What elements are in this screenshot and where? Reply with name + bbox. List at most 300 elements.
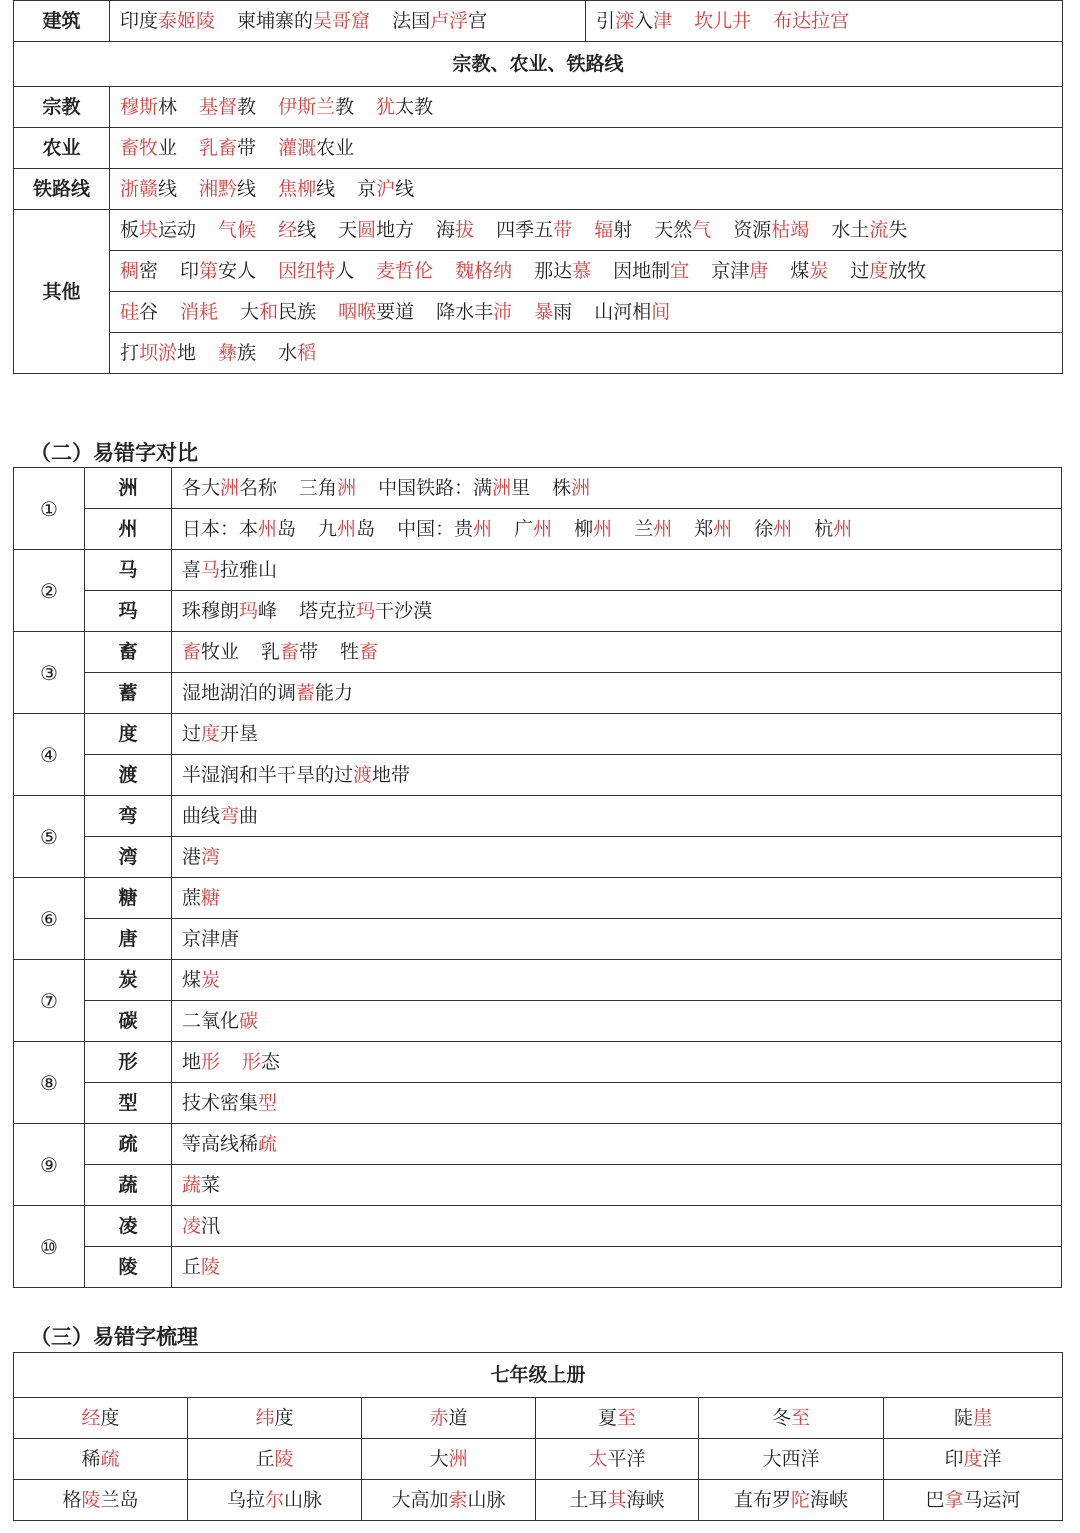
term-text: 乌拉 [226,1489,265,1511]
term-text: 天 [338,219,358,241]
term-text: 地 [177,342,197,364]
table-row [14,1165,1062,1206]
example-words [172,468,1062,509]
term-text: 技术密集 [182,1092,259,1114]
term-text: 九 [318,518,338,540]
confusable-char: 玛 [85,591,172,632]
highlighted-char: 洲 [337,477,357,499]
example-words [172,714,1062,755]
highlighted-char: 蔬 [182,1174,202,1196]
term-text: 运动 [158,219,197,241]
term-text: 中国铁路：满 [378,477,493,499]
term-text: 民族 [278,301,317,323]
term-text: 柬埔寨的 [237,10,314,32]
highlighted-char: 渡 [353,764,373,786]
term [436,292,512,332]
highlighted-char: 索 [448,1489,468,1511]
highlighted-char: 坝淤 [139,342,178,364]
term [242,1042,280,1082]
highlighted-char: 州 [473,518,493,540]
pair-number: ④ [14,714,85,796]
table-row [14,714,1062,755]
highlighted-char: 消耗 [180,301,219,323]
highlighted-char: 卢浮 [430,10,469,32]
term [429,1439,467,1479]
term-text: 半湿润和半干旱的过 [182,764,354,786]
term [754,509,792,549]
vocab-cell [362,1439,536,1480]
term [182,1001,258,1041]
term [338,292,414,332]
term [734,1480,848,1520]
example-words [172,1083,1062,1124]
highlighted-char: 滦 [615,10,635,32]
term [338,210,414,250]
confusable-char: 型 [85,1083,172,1124]
term [376,251,433,291]
term-text: 菜 [201,1174,221,1196]
term [429,1398,467,1438]
section-header: 宗教、农业、铁路线 [14,42,1063,87]
term [182,878,220,918]
term [182,755,410,795]
table-row [14,468,1062,509]
term [120,87,177,127]
term [182,1042,220,1082]
table-row [14,1083,1062,1124]
term-text: 线 [158,178,178,200]
building-content [110,1,586,42]
table-row [14,960,1062,1001]
term [182,1206,220,1246]
vocab-cell [188,1480,362,1521]
term-text: 大 [240,301,260,323]
term-text: 京津唐 [182,928,240,950]
example-words [172,591,1062,632]
term [594,210,632,250]
vocab-cell [14,1439,188,1480]
pair-number: ⑦ [14,960,85,1042]
term-text: 大 [429,1448,449,1470]
term-text: 名称 [239,477,278,499]
term-text: 山脉 [284,1489,323,1511]
term-text: 拉雅山 [220,559,278,581]
highlighted-char: 陵 [201,1256,221,1278]
term [120,169,177,209]
table-row [14,1206,1062,1247]
term-text: 带 [299,641,319,663]
term-text: 土耳 [569,1489,608,1511]
highlighted-char: 彝 [218,342,238,364]
term-text: 里 [511,477,531,499]
highlighted-char: 疏 [258,1133,278,1155]
term [534,251,591,291]
confusable-char: 炭 [85,960,172,1001]
term-text: 喜 [182,559,202,581]
example-words [172,960,1062,1001]
term [240,292,316,332]
term [634,509,672,549]
highlighted-char: 乳畜 [199,137,238,159]
term-text: 格 [62,1489,82,1511]
term-text: 过 [182,723,202,745]
term [278,128,354,168]
term-text: 印度 [120,10,159,32]
vocab-cell [14,1480,188,1521]
term [120,292,158,332]
highlighted-char: 带 [553,219,573,241]
term [391,1480,505,1520]
term-text: 兰 [634,518,654,540]
term [831,210,907,250]
term [814,509,852,549]
term-text: 族 [237,342,257,364]
term [340,632,378,672]
example-words [172,919,1062,960]
vocab-cell [14,1398,188,1439]
term [574,509,612,549]
term-text: 株 [552,477,572,499]
term [925,1480,1020,1520]
table-row [14,673,1062,714]
term [534,292,572,332]
term-text: 港 [182,846,202,868]
highlighted-char: 糖 [201,887,221,909]
term-text: 牧业 [201,641,240,663]
term-text: 安人 [218,260,257,282]
term [182,1165,220,1205]
highlighted-char: 圆 [357,219,377,241]
term [227,1480,322,1520]
pair-number: ⑥ [14,878,85,960]
highlighted-char: 沪 [376,178,396,200]
term-text: 牲 [340,641,360,663]
term [299,591,432,631]
pair-number: ③ [14,632,85,714]
highlighted-char: 穆斯 [120,96,159,118]
term [199,87,256,127]
term [182,591,277,631]
highlighted-char: 流 [869,219,889,241]
confusable-char: 畜 [85,632,172,673]
highlighted-char: 太 [588,1448,608,1470]
vocab-cell [884,1480,1063,1521]
confusable-char: 碳 [85,1001,172,1042]
confusable-char: 蓄 [85,673,172,714]
highlighted-char: 畜 [280,641,300,663]
example-words [172,1247,1062,1288]
example-words [172,509,1062,550]
term [378,468,530,508]
table-row [14,128,1063,169]
term [376,87,433,127]
term [218,333,256,373]
term-text: 巴 [925,1489,945,1511]
pair-number: ⑧ [14,1042,85,1124]
term-text: 那达 [534,260,573,282]
term-text: 谷 [139,301,159,323]
term-text: 丘 [255,1448,275,1470]
confusable-char: 陵 [85,1247,172,1288]
term [278,210,316,250]
example-words [172,1124,1062,1165]
term-text: 度 [100,1407,120,1429]
highlighted-char: 玛 [356,600,376,622]
table-row [14,509,1062,550]
term-text: 岛 [356,518,376,540]
table-row [14,210,1063,251]
highlighted-char: 灌溉 [278,137,317,159]
term [299,468,356,508]
vocab-table-1 [13,0,1063,374]
term [182,919,239,959]
highlighted-char: 度 [869,260,889,282]
term-text: 教 [335,96,355,118]
term [182,1083,277,1123]
term-text: 四季五 [496,219,554,241]
highlighted-char: 稻 [297,342,317,364]
term-text: 平洋 [607,1448,646,1470]
table-row [14,169,1063,210]
highlighted-char: 犹 [376,96,396,118]
highlighted-char: 疏 [100,1448,120,1470]
term-text: 曲 [239,805,259,827]
highlighted-char: 陀 [790,1489,810,1511]
other-line [110,292,1063,333]
table-row [14,1124,1062,1165]
highlighted-char: 湘黔 [199,178,238,200]
highlighted-char: 麦哲伦 [376,260,434,282]
highlighted-char: 型 [258,1092,278,1114]
table-row [14,632,1062,673]
term [182,1124,277,1164]
example-words [172,1206,1062,1247]
highlighted-char: 慕 [572,260,592,282]
term-text: 资源 [733,219,772,241]
term [182,714,258,754]
term-text: 夏 [597,1407,617,1429]
confusable-char: 湾 [85,837,172,878]
term-text: 过 [850,260,870,282]
term-text: 教 [237,96,257,118]
table-row [14,1398,1063,1439]
term [733,210,809,250]
highlighted-char: 第 [199,260,219,282]
highlighted-char: 玛 [239,600,259,622]
vocab-cell [362,1480,536,1521]
term-text: 业 [158,137,178,159]
term [613,251,689,291]
row-label: 其他 [14,210,110,374]
term [694,509,732,549]
term-text: 线 [395,178,415,200]
highlighted-char: 因纽特 [278,260,336,282]
highlighted-char: 炭 [809,260,829,282]
term [392,1,487,41]
term-text: 京津 [711,260,750,282]
confusable-char: 洲 [85,468,172,509]
other-line [110,251,1063,292]
confusable-char: 弯 [85,796,172,837]
term-text: 引 [596,10,616,32]
term-text: 入 [634,10,654,32]
term [199,128,256,168]
term-text: 山河相 [594,301,652,323]
term [182,632,239,672]
row-label: 宗教 [14,87,110,128]
highlighted-char: 坎儿井 [694,10,752,32]
confusable-char: 马 [85,550,172,591]
term-text: 陡 [953,1407,973,1429]
highlighted-char: 弯 [220,805,240,827]
highlighted-char: 州 [533,518,553,540]
term [120,1,215,41]
term-text: 峰 [258,600,278,622]
highlighted-char: 州 [593,518,613,540]
highlighted-char: 纬 [255,1407,275,1429]
highlighted-char: 陵 [81,1489,101,1511]
term [120,333,196,373]
term [944,1439,1001,1479]
term [120,128,177,168]
term-text: 印 [944,1448,964,1470]
row-label: 建筑 [14,1,110,42]
vocab-cell [188,1439,362,1480]
highlighted-char: 赤 [429,1407,449,1429]
vocab-cell [699,1480,884,1521]
term-text: 太教 [395,96,434,118]
term-text: 法国 [392,10,431,32]
highlighted-char: 州 [258,518,278,540]
highlighted-char: 块 [139,219,159,241]
pair-number: ⑤ [14,796,85,878]
pair-number: ⑩ [14,1206,85,1288]
term-text: 三角 [299,477,338,499]
highlighted-char: 尔 [264,1489,284,1511]
confusable-char: 糖 [85,878,172,919]
term-text: 开垦 [220,723,259,745]
term-text: 稀 [81,1448,101,1470]
term-text: 大高加 [391,1489,449,1511]
highlighted-char: 州 [337,518,357,540]
term [318,509,375,549]
term [278,333,316,373]
other-line [110,333,1063,374]
term [182,673,353,713]
term-text: 射 [613,219,633,241]
example-words [172,796,1062,837]
term-text: 失 [888,219,908,241]
highlighted-char: 陵 [274,1448,294,1470]
table-row [14,591,1062,632]
highlighted-char: 马 [201,559,221,581]
term [694,1,751,41]
highlighted-char: 洲 [448,1448,468,1470]
highlighted-char: 宜 [670,260,690,282]
term-text: 珠穆朗 [182,600,240,622]
building-content-right [586,1,1063,42]
term-text: 大西洋 [762,1448,820,1470]
term [237,1,370,41]
example-words [172,1042,1062,1083]
highlighted-char: 布达拉宫 [773,10,850,32]
term [182,550,277,590]
highlighted-char: 其 [607,1489,627,1511]
term [182,960,220,1000]
highlighted-char: 辐 [594,219,614,241]
term-text: 煤 [182,969,202,991]
term-text: 放牧 [888,260,927,282]
term-text: 打 [120,342,140,364]
highlighted-char: 浙赣 [120,178,159,200]
vocab-cell [536,1439,699,1480]
confusable-char: 凌 [85,1206,172,1247]
highlighted-char: 畜 [359,641,379,663]
highlighted-char: 州 [773,518,793,540]
confusable-char: 州 [85,509,172,550]
highlighted-char: 州 [833,518,853,540]
term [261,632,318,672]
term [182,796,258,836]
term-text: 要道 [376,301,415,323]
term-text: 能力 [315,682,354,704]
term-text: 线 [237,178,257,200]
highlighted-char: 枯竭 [771,219,810,241]
example-words [172,550,1062,591]
term-text: 冬 [771,1407,791,1429]
term-text: 度 [274,1407,294,1429]
section-title: （三）易错字梳理 [30,1325,198,1349]
table-row [14,1480,1063,1521]
vocab-cell [362,1398,536,1439]
term-text: 柳 [574,518,594,540]
highlighted-char: 形 [201,1051,221,1073]
railway-content [110,169,1063,210]
term-text: 杭 [814,518,834,540]
example-words [172,673,1062,714]
pair-number: ② [14,550,85,632]
highlighted-char: 炭 [201,969,221,991]
term-text: 农业 [316,137,355,159]
vocab-cell [536,1480,699,1521]
table-row [14,919,1062,960]
term [182,468,277,508]
term-text: 二氧化 [182,1010,240,1032]
highlighted-char: 畜 [182,641,202,663]
table-row [14,1001,1062,1042]
highlighted-char: 至 [791,1407,811,1429]
term [552,468,590,508]
highlighted-char: 州 [713,518,733,540]
term-text: 人 [335,260,355,282]
term-text: 洋 [982,1448,1002,1470]
highlighted-char: 间 [651,301,671,323]
vocab-cell [884,1398,1063,1439]
vocab-cell [536,1398,699,1439]
vocab-cell [699,1398,884,1439]
term-text: 广 [514,518,534,540]
table-row [14,878,1062,919]
term-text: 日本：本 [182,518,259,540]
row-label: 农业 [14,128,110,169]
highlighted-char: 洲 [571,477,591,499]
term [773,1,849,41]
term [81,1398,119,1438]
grade7-vocab-table [13,1352,1063,1521]
pair-number: ⑨ [14,1124,85,1206]
term-text: 兰岛 [100,1489,139,1511]
term-text: 海 [436,219,456,241]
